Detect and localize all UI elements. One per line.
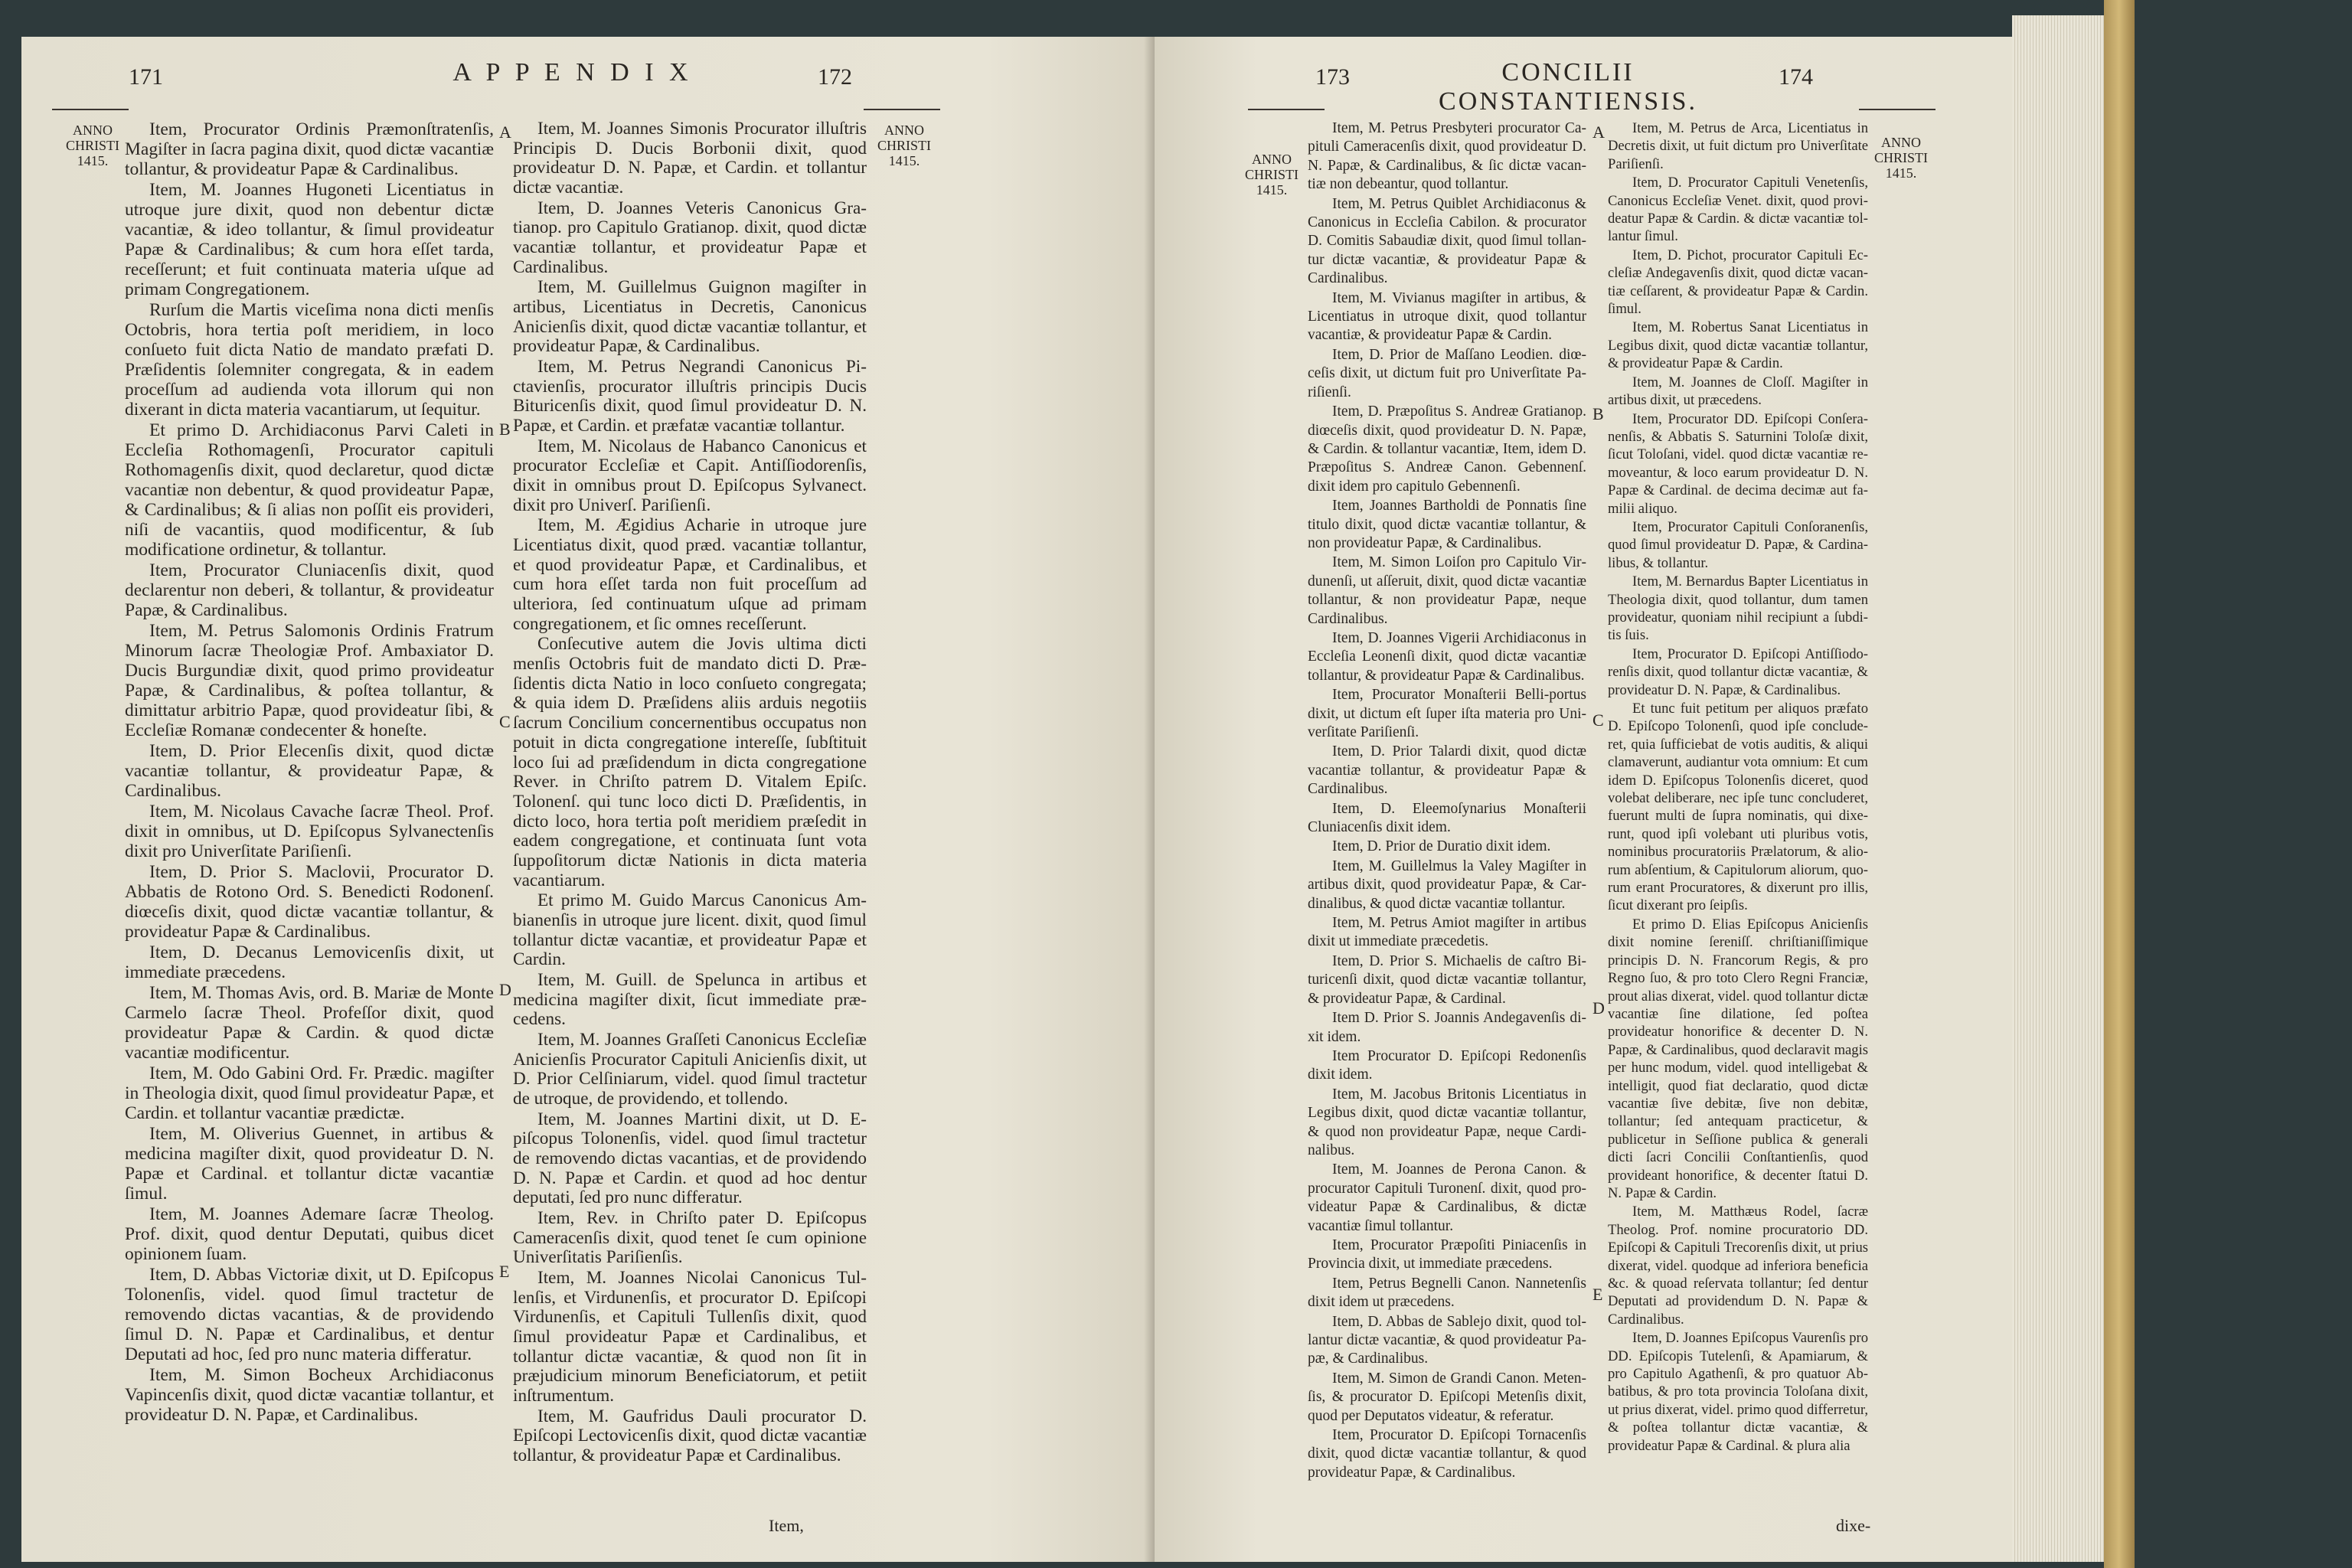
right-col1-paragraph: Item, M. Petrus Amiot magiſter in artibus dixit ut immediate præcedetis. (1308, 915, 1586, 950)
left-col1-paragraph: Item, M. Joannes Hugoneti Licentiatus in utroque jure dixit, quod non debentur dictæ vacantiæ, & ideo tollantur, & ſimul provideatur Papæ & Cardinalibus; & cum hora eſſet tarda, receſſerunt; et fuit continuata materia uſque ad primam Congregationem. (125, 180, 494, 299)
margin-note-anno-christi-right: ANNO CHRISTI 1415. (877, 122, 931, 168)
right-col1-paragraph: Item, D. Prior Talardi dixit, quod dictæ vacantiæ tollantur, & provideatur Papæ & Cardinalibus. (1308, 743, 1586, 798)
left-col2-paragraph: Item, D. Joannes Veteris Canonicus Gratianop. pro Capitulo Gratianop. dixit, quod dictæ vacantiæ tollantur, et provideatur Papæ et Cardinalibus. (513, 198, 867, 277)
margin-note-anno-christi: ANNO CHRISTI 1415. (65, 122, 119, 168)
left-col1-paragraph: Item, D. Abbas Victoriæ dixit, ut D. Epiſcopus Tolonenſis, videl. quod ſimul tractetur de removendo dictas vacantias, & de providendo ſimul D. N. Papæ et Cardinalibus, et dentur Deputati ad hoc, ſed pro nunc materia differatur. (125, 1265, 494, 1364)
left-col1-paragraph: Item, M. Odo Gabini Ord. Fr. Prædic. magiſter in Theologia dixit, quod ſimul provideatur Papæ, et Cardin. et tollantur vacantiæ prædictæ. (125, 1063, 494, 1123)
right-col1-paragraph: Item, Procurator D. Epiſcopi Tornacenſis dixit, quod dictæ vacantiæ tollantur, & quod provideatur Papæ, & Cardinalibus. (1308, 1427, 1586, 1481)
page-stack-edge (2012, 15, 2104, 1562)
right-page-column-2 (1608, 119, 1868, 1455)
right-col2-paragraph: Et tunc fuit petitum per aliquos præfato D. Epiſcopo Tolonenſi, quod ipſe concluderet, quia ſufficiebat de votis auditis, & aliqui clamaverunt, audiantur vota omnium: Et cum idem D. Epiſcopus Tolonenſis diceret, quod volebat deliberare, nec ipſe tunc concluderet, fuerunt multi de ſupra nominatis, qui dixerunt, quod ipſi volebant uti pluribus votis, nominibus procuratoriis Prælatorum, & aliorum abſentium, & Capitulorum aliorum, quorum erant Procuratores, & dixerunt pro illis, ſicut dixerant pro ſeipſis. (1608, 701, 1868, 914)
right-col2-paragraph: Item, M. Joannes de Cloſſ. Magiſter in artibus dixit, ut præcedens. (1608, 374, 1868, 409)
right-col2-paragraph: Et primo D. Elias Epiſcopus Anicienſis dixit nomine ſereniſſ. chriſtianiſſimique principis D. N. Francorum Regis, & pro Regno ſuo, & pro toto Clero Regni Franciæ, prout alias dixerat, videl. quod tollantur dictæ vacantiæ ſine dilatione, ſed poſtea provideatur honorifice & decenter D. N. Papæ, & Cardinalibus, quod declaravit magis per hunc modum, videl. quod intelligebat & intelligit, quod fiat declaratio, quod dictæ vacantiæ ſive debitæ, ſive non debitæ, tollantur; ſed antequam practicetur, & publicetur in Seſſione publica & generali dicti ſacri Concilii Conſtantienſis, quod provideant honorifice, & decenter ſtatui D. N. Papæ & Cardin. (1608, 916, 1868, 1201)
header-rule-left (52, 109, 129, 110)
left-col1-paragraph: Rurſum die Martis viceſima nona dicti menſis Octobris, hora tertia poſt meridiem, in loco conſueto fuit dicta Natio de mandato præfati D. Præſidentis ſolemniter congregata, & in eadem proceſſum ad audienda vota illorum qui non dixerant in dicta materia vacantiarum, ut ſequitur. (125, 300, 494, 420)
right-col1-paragraph: Item, D. Eleemoſynarius Monaſterii Cluniacenſis dixit idem. (1308, 800, 1586, 836)
right-col2-paragraph: Item, M. Matthæus Rodel, ſacræ Theolog. Prof. nomine procuratorio DD. Epiſcopi & Capituli Trecorenſis dixit, ut prius dixerat, videl. quodque ad inferiora beneficia &c. & quoad reſervata tollantur; ſed dentur Deputati ad providendum D. N. Papæ & Cardinalibus. (1608, 1204, 1868, 1328)
left-col1-paragraph: Item, D. Prior Elecenſis dixit, quod dictæ vacantiæ tollantur, & provideatur Papæ, & Cardinalibus. (125, 741, 494, 801)
right-page-column-1 (1308, 119, 1586, 1483)
left-col2-paragraph: Item, M. Joannes Graſſeti Canonicus Eccleſiæ Anicienſis Procurator Capituli Anicienſis dixit, ut D. Prior Celſiniarum, videl. quod ſimul tractetur de utroque, de providendo, et tollendo. (513, 1029, 867, 1109)
page-number-174: 174 (1779, 64, 1813, 90)
right-col1-paragraph: Item D. Prior S. Joannis Andegavenſis dixit idem. (1308, 1010, 1586, 1045)
header-rule-right (1859, 109, 1936, 110)
section-letter-d: D (499, 980, 511, 999)
section-letter-e: E (1592, 1285, 1603, 1304)
left-col2-paragraph: Item, M. Ægidius Acharie in utroque jure Licentiatus dixit, quod præd. vacantiæ tollantur, et quod provideatur Papæ, et Cardinalibus, et cum hora eſſet tarda non fuit proceſſum ad ulteriora, ſed continuatum uſque ad primam congregationem, et ſic omnes receſſerunt. (513, 515, 867, 634)
left-col1-paragraph: Item, M. Nicolaus Cavache ſacræ Theol. Prof. dixit in omnibus, ut D. Epiſcopus Sylvanectenſis dixit pro Univerſitate Pariſienſi. (125, 802, 494, 861)
left-col1-paragraph: Item, M. Simon Bocheux Archidiaconus Vapincenſis dixit, quod dictæ vacantiæ tollantur, et provideatur D. N. Papæ, et Cardinalibus. (125, 1365, 494, 1425)
right-col1-paragraph: Item, D. Prior S. Michaelis de caſtro Bituricenſi dixit, quod dictæ vacantiæ tollantur, & provideatur Papæ, & Cardinal. (1308, 952, 1586, 1007)
section-letter-a: A (499, 122, 511, 142)
left-col2-paragraph: Item, M. Guillelmus Guignon magiſter in artibus, Licentiatus in Decretis, Canonicus Anicienſis dixit, quod dictæ vacantiæ tollantur, et provideatur Papæ, & Cardinalibus. (513, 277, 867, 357)
left-col2-paragraph: Conſecutive autem die Jovis ultima dicti menſis Octobris fuit de mandato dicti D. Præſidentis dicta Natio in loco conſueto congregata; & quia idem D. Præſidens aliis arduis negotiis ſacrum Concilium concernentibus occupatus non potuit in dicta congregatione intereſſe, ſubſtituit loco ſui ad præſidendum in dicta congregatione Rever. in Chriſto patrem D. Vitalem Epiſc. Tolonenſ. qui tunc loco dicti D. Præſidentis, in dicto loco, hora tertia poſt meridiem præſedit in eadem congregatione, et continuata ſunt vota ſuppoſitorum dictæ Nationis in dicta materia vacantiarum. (513, 634, 867, 890)
section-letter-b: B (1592, 404, 1604, 423)
right-col1-paragraph: Item, M. Guillelmus la Valey Magiſter in artibus dixit, quod provideatur Papæ, & Cardinalibus, & quod dictæ vacantiæ tollantur. (1308, 858, 1586, 912)
section-letter-a: A (1592, 122, 1605, 142)
header-rule-left (1248, 109, 1325, 110)
right-col1-paragraph: Item, D. Abbas de Sablejo dixit, quod tollantur dictæ vacantiæ, & quod provideatur Papæ, & Cardinalibus. (1308, 1313, 1586, 1367)
right-col2-paragraph: Item, D. Joannes Epiſcopus Vaurenſis pro DD. Epiſcopis Tutelenſi, & Apamiarum, & pro Capitulo Agathenſi, & pro quatuor Abbatibus, & pro tota provincia Toloſana dixit, ut prius dixerat, videl. primo quod differretur, & poſtea tollantur dictæ vacantiæ, & provideatur Papæ & Cardinal. & plura alia (1608, 1330, 1868, 1454)
right-col1-paragraph: Item, M. Simon Loiſon pro Capitulo Virdunenſi, ut aſſeruit, dixit, quod dictæ vacantiæ tollantur, & non provideatur Papæ, neque Cardinalibus. (1308, 554, 1586, 627)
left-col1-paragraph: Item, M. Oliverius Guennet, in artibus & medicina magiſter dixit, quod provideatur D. N. Papæ et Cardinal. et tollantur dictæ vacantiæ ſimul. (125, 1124, 494, 1204)
left-col2-paragraph: Item, M. Gaufridus Dauli procurator D. Epiſcopi Lectovicenſis dixit, quod dictæ vacantiæ tollantur, & provideatur Papæ et Cardinalibus. (513, 1406, 867, 1466)
page-number-171: 171 (129, 64, 163, 90)
right-col2-paragraph: Item, Procurator D. Epiſcopi Antiſſiodorenſis dixit, quod tollantur dictæ vacantiæ, & provideatur D. N. Papæ, & Cardinalibus. (1608, 645, 1868, 698)
right-col1-paragraph: Item, M. Simon de Grandi Canon. Metenſis, & procurator D. Epiſcopi Metenſis dixit, quod per Deputatos videatur, & referatur. (1308, 1370, 1586, 1424)
left-col2-paragraph: Item, M. Guill. de Spelunca in artibus et medicina magiſter dixit, ſicut immediate præcedens. (513, 969, 867, 1030)
right-col1-paragraph: Item, D. Prior de Maſſano Leodien. diœceſis dixit, ut dictum fuit pro Univerſitate Pariſienſi. (1308, 346, 1586, 400)
left-col1-paragraph: Item, Procurator Cluniacenſis dixit, quod declarentur non deberi, & tollantur, & provideatur Papæ, & Cardinalibus. (125, 560, 494, 620)
left-col2-paragraph: Item, M. Joannes Nicolai Canonicus Tullenſis, et Virdunenſis, et procurator D. Epiſcopi Virdunenſis, et Capituli Tullenſis dixit, quod ſimul provideatur Papæ et Cardinalibus, et tollantur dictæ vacantiæ, & quod non ſit in præjudicium minorum Beneficiatorum, et petiit inſtrumentum. (513, 1267, 867, 1406)
section-letter-e: E (499, 1262, 510, 1281)
left-col2-paragraph: Item, M. Joannes Martini dixit, ut D. Epiſcopus Tolonenſis, videl. quod ſimul tractetur de removendo dictas vacantias, et de providendo D. N. Papæ et Cardin. et quod ad hoc dentur deputati, ſed pro nunc differatur. (513, 1109, 867, 1208)
book-cover-edge (2104, 0, 2135, 1568)
right-col1-paragraph: Item Procurator D. Epiſcopi Redonenſis dixit idem. (1308, 1047, 1586, 1083)
right-col2-paragraph: Item, M. Petrus de Arca, Licentiatus in Decretis dixit, ut fuit dictum pro Univerſitate Pariſienſi. (1608, 120, 1868, 172)
left-col2-paragraph: Item, M. Joannes Simonis Procurator illuſtris Principis D. Ducis Borbonii dixit, quod provideatur D. N. Papæ, et Cardin. et tollantur dictæ vacantiæ. (513, 119, 867, 198)
header-rule-right (864, 109, 940, 110)
right-col1-paragraph: Item, Procurator Monaſterii Belli-portus dixit, ut dictum eſt ſuper iſta materia pro Univerſitate Pariſienſi. (1308, 687, 1586, 740)
left-col1-paragraph: Item, M. Joannes Ademare ſacræ Theolog. Prof. dixit, quod dentur Deputati, quibus dicet opinionem ſuam. (125, 1204, 494, 1264)
right-page (1155, 37, 2012, 1562)
left-col2-paragraph: Item, Rev. in Chriſto pater D. Epiſcopus Cameracenſis dixit, quod tenet ſe cum opinione Univerſitatis Pariſienſis. (513, 1207, 867, 1268)
left-col1-paragraph: Item, D. Prior S. Maclovii, Procurator D. Abbatis de Rotono Ord. S. Benedicti Rodonenſ. diœceſis dixit, quod dictæ vacantiæ tollantur, & provideatur Papæ & Cardinalibus. (125, 862, 494, 942)
section-letter-b: B (499, 420, 511, 439)
left-col1-paragraph: Item, Procurator Ordinis Præmonſtratenſis, Magiſter in ſacra pagina dixit, quod dictæ vacantiæ tollantur, & provideatur Papæ & Cardinalibus. (125, 119, 494, 179)
margin-note-anno-christi-right: ANNO CHRISTI 1415. (1873, 135, 1928, 181)
page-number-172: 172 (818, 64, 852, 90)
right-col1-paragraph: Item, M. Petrus Quiblet Archidiaconus & Canonicus in Eccleſia Cabilon. & procurator D. Comitis Sabaudiæ dixit, quod ſimul tollantur dictæ vacantiæ, & provideatur Papæ & Cardinalibus. (1308, 195, 1586, 287)
left-col1-paragraph: Et primo D. Archidiaconus Parvi Caleti in Eccleſia Rothomagenſi, Procurator capituli Rothomagenſis dixit, quod declaretur, quod dictæ vacantiæ non debentur, & quod provideatur Papæ, & Cardinalibus; & ſi alias non poſſit eis provideri, niſi de vacantiis, quod modificentur, & ſub modificatione ordinetur, & tollantur. (125, 420, 494, 560)
right-col1-paragraph: Item, Joannes Bartholdi de Ponnatis ſine titulo dixit, quod dictæ vacantiæ tollantur, & non provideatur Papæ, & Cardinalibus. (1308, 498, 1586, 551)
left-col1-paragraph: Item, M. Petrus Salomonis Ordinis Fratrum Minorum ſacræ Theologiæ Prof. Ambaxiator D. Ducis Burgundiæ dixit, quod primo provideatur Papæ, & Cardinalibus, & poſtea tollantur, & dimittatur arbitrio Papæ, quod provideatur ſibi, & Eccleſiæ Romanæ condecenter & honeſte. (125, 621, 494, 740)
left-col1-paragraph: Item, D. Decanus Lemovicenſis dixit, ut immediate præcedens. (125, 942, 494, 982)
right-col1-paragraph: Item, M. Petrus Presbyteri procurator Capituli Cameracenſis dixit, quod provideatur D. N. Papæ, & Cardinalibus, & ſic dictæ vacantiæ non debeantur, quod tollantur. (1308, 120, 1586, 193)
running-header-concilii: CONCILII CONSTANTIENSIS. (1439, 58, 1697, 116)
section-letter-d: D (1592, 998, 1605, 1018)
left-col2-paragraph: Item, M. Nicolaus de Habanco Canonicus et procurator Eccleſiæ et Capit. Antiſſiodorenſis, dixit in omnibus prout D. Epiſcopus Sylvanect. dixit pro Univerſ. Pariſienſi. (513, 436, 867, 515)
right-col2-paragraph: Item, M. Bernardus Bapter Licentiatus in Theologia dixit, quod tollantur, dum tamen provideatur, quoniam nihil recipiunt a ſubditis ſuis. (1608, 573, 1868, 644)
right-col1-paragraph: Item, M. Joannes de Perona Canon. & procurator Capituli Turonenſ. dixit, quod provideatur Papæ & Cardinalibus, & dictæ vacantiæ ſimul tollantur. (1308, 1161, 1586, 1234)
right-col2-paragraph: Item, D. Procurator Capituli Venetenſis, Canonicus Eccleſiæ Venet. dixit, quod provideatur Papæ & Cardin. & dictæ vacantiæ tollantur ſimul. (1608, 175, 1868, 245)
right-col1-paragraph: Item, D. Prior de Duratio dixit idem. (1332, 838, 1551, 855)
right-col1-paragraph: Item, M. Vivianus magiſter in artibus, & Licentiatus in utroque dixit, quod tollantur vacantiæ, & provideatur Papæ & Cardin. (1308, 289, 1586, 344)
catchword-left: Item, (769, 1516, 804, 1535)
section-letter-c: C (1592, 710, 1604, 730)
right-col1-paragraph: Item, Procurator Præpoſiti Piniacenſis in Provincia dixit, ut immediate præcedens. (1308, 1236, 1586, 1272)
margin-note-anno-christi: ANNO CHRISTI 1415. (1244, 152, 1298, 198)
left-col2-paragraph: Item, M. Petrus Negrandi Canonicus Pictavienſis, procurator illuſtris principis Ducis Bituricenſis dixit, quod ſimul provideatur D. N. Papæ, et Cardin. et præfatæ vacantiæ tollantur. (513, 357, 867, 436)
right-col1-paragraph: Item, D. Joannes Vigerii Archidiaconus in Eccleſia Leonenſi dixit, quod dictæ vacantiæ tollantur, & provideatur Papæ & Cardinalibus. (1308, 629, 1586, 684)
left-col1-paragraph: Item, M. Thomas Avis, ord. B. Mariæ de Monte Carmelo ſacræ Theol. Profeſſor dixit, quod provideatur Papæ & Cardin. & quod dictæ vacantiæ modificentur. (125, 983, 494, 1063)
running-header-appendix: A P P E N D I X (452, 58, 693, 87)
section-letter-c: C (499, 712, 511, 731)
right-col1-paragraph: Item, Petrus Begnelli Canon. Nannetenſis dixit idem ut præcedens. (1308, 1275, 1586, 1311)
right-col2-paragraph: Item, M. Robertus Sanat Licentiatus in Legibus dixit, quod dictæ vacantiæ tollantur, & provideatur Papæ & Cardin. (1608, 319, 1868, 372)
right-col2-paragraph: Item, D. Pichot, procurator Capituli Eccleſiæ Andegavenſis dixit, quod dictæ vacantiæ ceſſarent, & provideatur Papæ & Cardin. ſimul. (1608, 247, 1868, 318)
left-page-column-1 (125, 119, 494, 1426)
page-number-173: 173 (1315, 64, 1350, 90)
catchword-right: dixe- (1836, 1516, 1871, 1535)
right-col1-paragraph: Item, M. Jacobus Britonis Licentiatus in Legibus dixit, quod dictæ vacantiæ tollantur, & quod non provideatur Papæ, neque Cardinalibus. (1308, 1086, 1586, 1158)
left-page-column-2 (513, 119, 867, 1467)
right-col2-paragraph: Item, Procurator Capituli Conſoranenſis, quod ſimul provideatur D. Papæ, & Cardinalibus, & tollantur. (1608, 518, 1868, 571)
right-col2-paragraph: Item, Procurator DD. Epiſcopi Conſeranenſis, & Abbatis S. Saturnini Toloſæ dixit, ſicut Toloſani, videl. quod dictæ vacantiæ removeantur, & loco earum provideatur D. N. Papæ & Cardinal. de decima decimæ aut familii aliquo. (1608, 410, 1868, 517)
left-page (21, 37, 1155, 1562)
left-col2-paragraph: Et primo M. Guido Marcus Canonicus Ambianenſis in utroque jure licent. dixit, quod ſimul tollantur dictæ vacantiæ, et provideatur Papæ et Cardin. (513, 890, 867, 970)
right-col1-paragraph: Item, D. Præpoſitus S. Andreæ Gratianop. diœceſis dixit, quod provideatur D. N. Papæ, & Cardin. & tollantur vacantiæ, Item, idem D. Præpoſitus S. Andreæ Canon. Gebennenſ. dixit idem pro capitulo Gebennenſi. (1308, 403, 1586, 495)
